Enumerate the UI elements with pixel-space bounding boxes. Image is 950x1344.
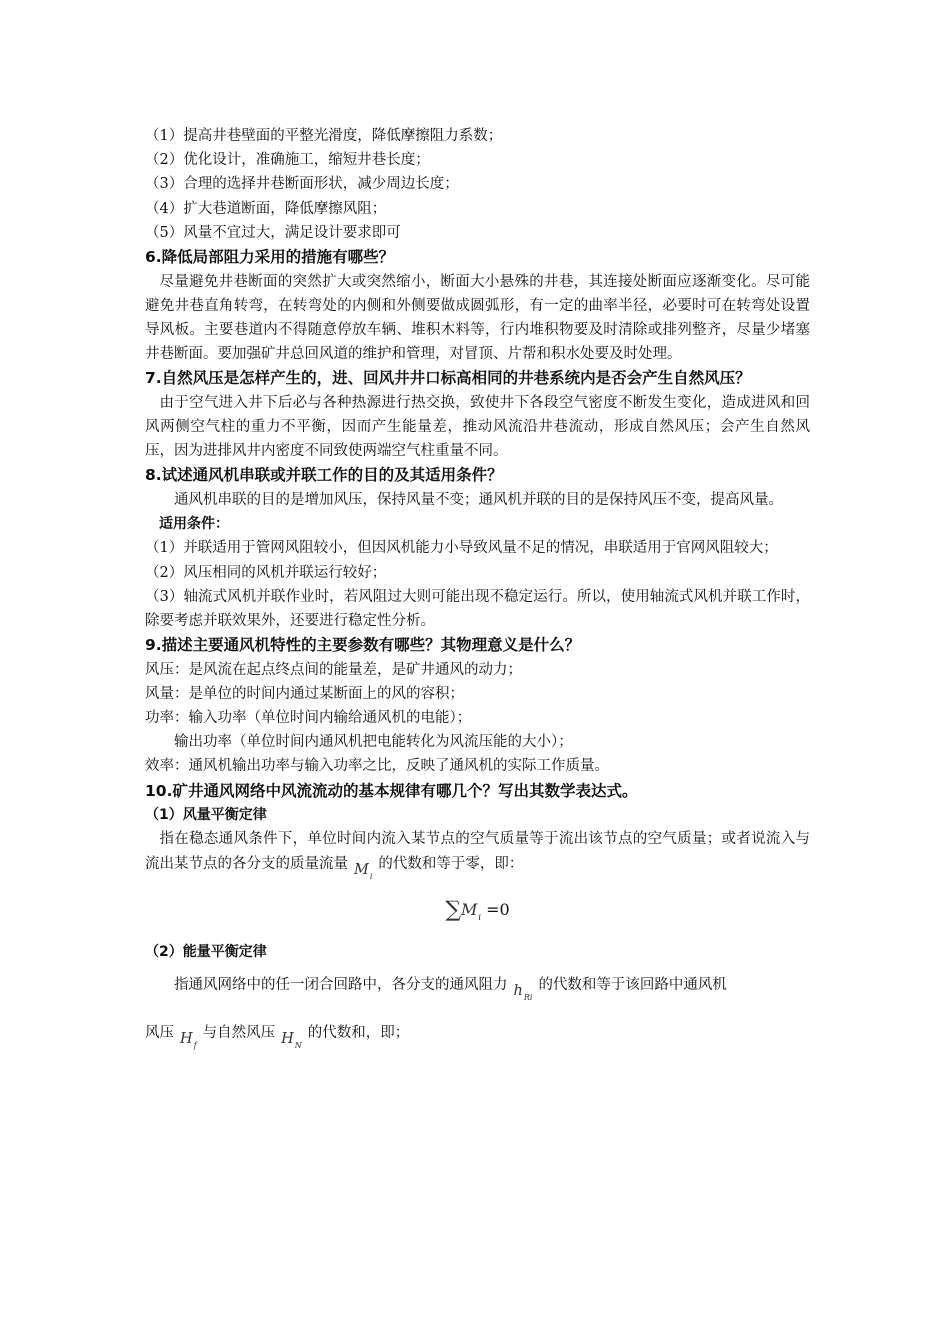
question-heading: 9.描述主要通风机特性的主要参数有哪些？其物理意义是什么？ — [145, 636, 581, 655]
answer-paragraph: 风压 $H_f$与自然风压 $H_N$的代数和，即； — [145, 1024, 410, 1050]
param-line: 效率：通风机输出功率与输入功率之比，反映了通风机的实际工作质量。 — [145, 758, 609, 775]
answer-paragraph: 尽量避免井巷断面的突然扩大或突然缩小，断面大小悬殊的井巷，其连接处断面应逐渐变化。尽可能避免井巷直角转弯，在转弯处的内侧和外侧要做成圆弧形，有一定的曲率半径，必要时可在转弯处设置导风板。主要巷道内不得随意停放车辆、堆积木料等，行内堆积物要及时清除或排列整齐，尽量少堵塞井巷断面。要加强矿井总回风道的维护和管理，对冒顶、片帮和积水处要及时处理。 — [145, 273, 810, 363]
law1-text-b: 的代数和等于零，即： — [378, 855, 524, 872]
conditions-label: 适用条件： — [159, 516, 229, 533]
param-line: 功率：输入功率（单位时间内输给通风机的电能）； — [145, 710, 472, 727]
law-title: （2）能量平衡定律 — [145, 943, 267, 960]
question-heading: 6.降低局部阻力采用的措施有哪些？ — [145, 248, 395, 267]
list-item: （3）轴流式风机并联作业时，若风阻过大则可能出现不稳定运行。所以，使用轴流式风机并联工作时，除要考虑并联效果外，还要进行稳定性分析。 — [145, 588, 810, 629]
formula-sub: i — [478, 912, 481, 922]
list-item: （5）风量不宜过大，满足设计要求即可 — [145, 224, 401, 241]
formula-var: M — [461, 899, 478, 919]
math-symbol-hf: $H_f$ — [180, 1030, 197, 1050]
answer-paragraph: 通风机串联的目的是增加风压，保持风量不变；通风机并联的目的是保持风压不变，提高风量。 — [174, 491, 783, 508]
list-item: （2）优化设计，准确施工，缩短井巷长度； — [145, 152, 430, 169]
question-heading: 10.矿井通风网络中风流流动的基本规律有哪几个？写出其数学表达式。 — [145, 781, 638, 800]
law-title: （1）风量平衡定律 — [145, 807, 267, 824]
param-line: 输出功率（单位时间内通风机把电能转化为风流压能的大小）； — [174, 734, 573, 751]
list-item: （2）风压相同的风机并联运行较好； — [145, 564, 387, 581]
math-symbol-mi: $M_i$ — [354, 861, 373, 881]
math-symbol-hn: $H_N$ — [281, 1030, 302, 1050]
question-heading: 7.自然风压是怎样产生的，进、回风井井口标高相同的井巷系统内是否会产生自然风压？ — [145, 369, 751, 388]
answer-paragraph: 由于空气进入井下后必与各种热源进行热交换，致使井下各段空气密度不断发生变化，造成进风和回风两侧空气柱的重力不平衡，因而产生能量差，推动风流沿井巷流动，形成自然风压；会产生自然风压，因为进排风井内密度不同致使两端空气柱重量不同。 — [145, 394, 810, 460]
formula-rhs: =0 — [486, 899, 510, 919]
document-page — [145, 124, 810, 1052]
answer-paragraph: 指通风网络中的任一闭合回路中，各分支的通风阻力 $h_{Ri}$的代数和等于该回路中通风机 — [174, 976, 727, 1002]
list-item: （4）扩大巷道断面，降低摩擦风阻； — [145, 200, 387, 217]
param-line: 风压：是风流在起点终点间的能量差，是矿井通风的动力； — [145, 661, 522, 678]
formula-mass-balance — [145, 890, 810, 930]
law1-text-a: 指在稳态通风条件下，单位时间内流入某节点的空气质量等于流出该节点的空气质量；或者说流入与流出某节点的各分支的质量流量 — [145, 831, 810, 872]
sum-symbol: ∑ — [445, 897, 462, 923]
list-item: （1）提高井巷壁面的平整光滑度，降低摩擦阻力系数； — [145, 128, 503, 144]
math-symbol-hri: $h_{Ri}$ — [513, 982, 533, 1002]
list-item: （3）合理的选择井巷断面形状，减少周边长度； — [145, 176, 459, 193]
question-heading: 8.试述通风机串联或并联工作的目的及其适用条件？ — [145, 466, 503, 485]
param-line: 风量：是单位的时间内通过某断面上的风的容积； — [145, 685, 464, 702]
list-item: （1）并联适用于管网风阻较小，但因风机能力小导致风量不足的情况，串联适用于官网风阻较大； — [145, 540, 778, 557]
answer-paragraph — [145, 827, 810, 881]
